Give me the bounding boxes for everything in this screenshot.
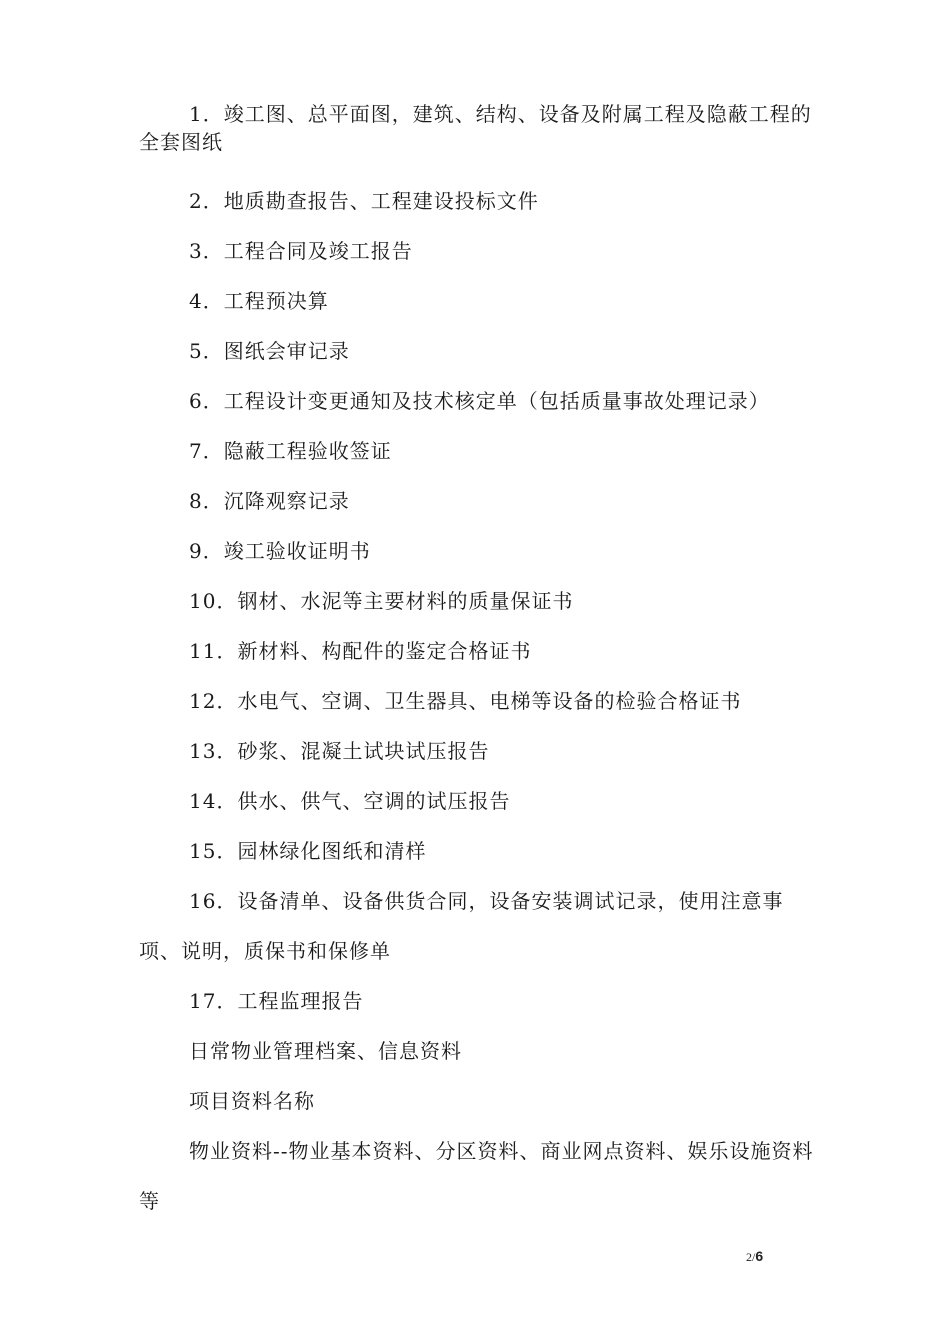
list-item: 7．隐蔽工程验收签证 [189, 439, 392, 463]
list-item: 3．工程合同及竣工报告 [189, 239, 413, 263]
section-heading: 日常物业管理档案、信息资料 [189, 1039, 462, 1063]
list-item: 14．供水、供气、空调的试压报告 [189, 789, 511, 813]
list-item: 1．竣工图、总平面图，建筑、结构、设备及附属工程及隐蔽工程的全套图纸 [139, 102, 812, 154]
page-number [746, 1248, 763, 1265]
list-item: 6．工程设计变更通知及技术核定单（包括质量事故处理记录） [189, 389, 770, 413]
list-item: 16．设备清单、设备供货合同，设备安装调试记录，使用注意事项、说明，质保书和保修单 [139, 889, 784, 963]
list-item: 4．工程预决算 [189, 289, 329, 313]
document-body [139, 100, 819, 1226]
list-item: 12．水电气、空调、卫生器具、电梯等设备的检验合格证书 [189, 689, 742, 713]
list-item: 9．竣工验收证明书 [189, 539, 371, 563]
paragraph: 物业资料--物业基本资料、分区资料、商业网点资料、娱乐设施资料等 [139, 1139, 814, 1213]
list-item: 15．园林绿化图纸和清样 [189, 839, 427, 863]
list-item: 8．沉降观察记录 [189, 489, 350, 513]
list-item: 17．工程监理报告 [189, 989, 364, 1013]
list-item: 11．新材料、构配件的鉴定合格证书 [189, 639, 532, 663]
list-item: 13．砂浆、混凝土试块试压报告 [189, 739, 490, 763]
page-number-total: 6 [755, 1248, 764, 1264]
list-item: 2．地质勘查报告、工程建设投标文件 [189, 189, 539, 213]
list-item: 10．钢材、水泥等主要材料的质量保证书 [189, 589, 574, 613]
page-number-current: 2/ [746, 1250, 756, 1264]
section-subheading: 项目资料名称 [189, 1089, 315, 1113]
list-item: 5．图纸会审记录 [189, 339, 350, 363]
